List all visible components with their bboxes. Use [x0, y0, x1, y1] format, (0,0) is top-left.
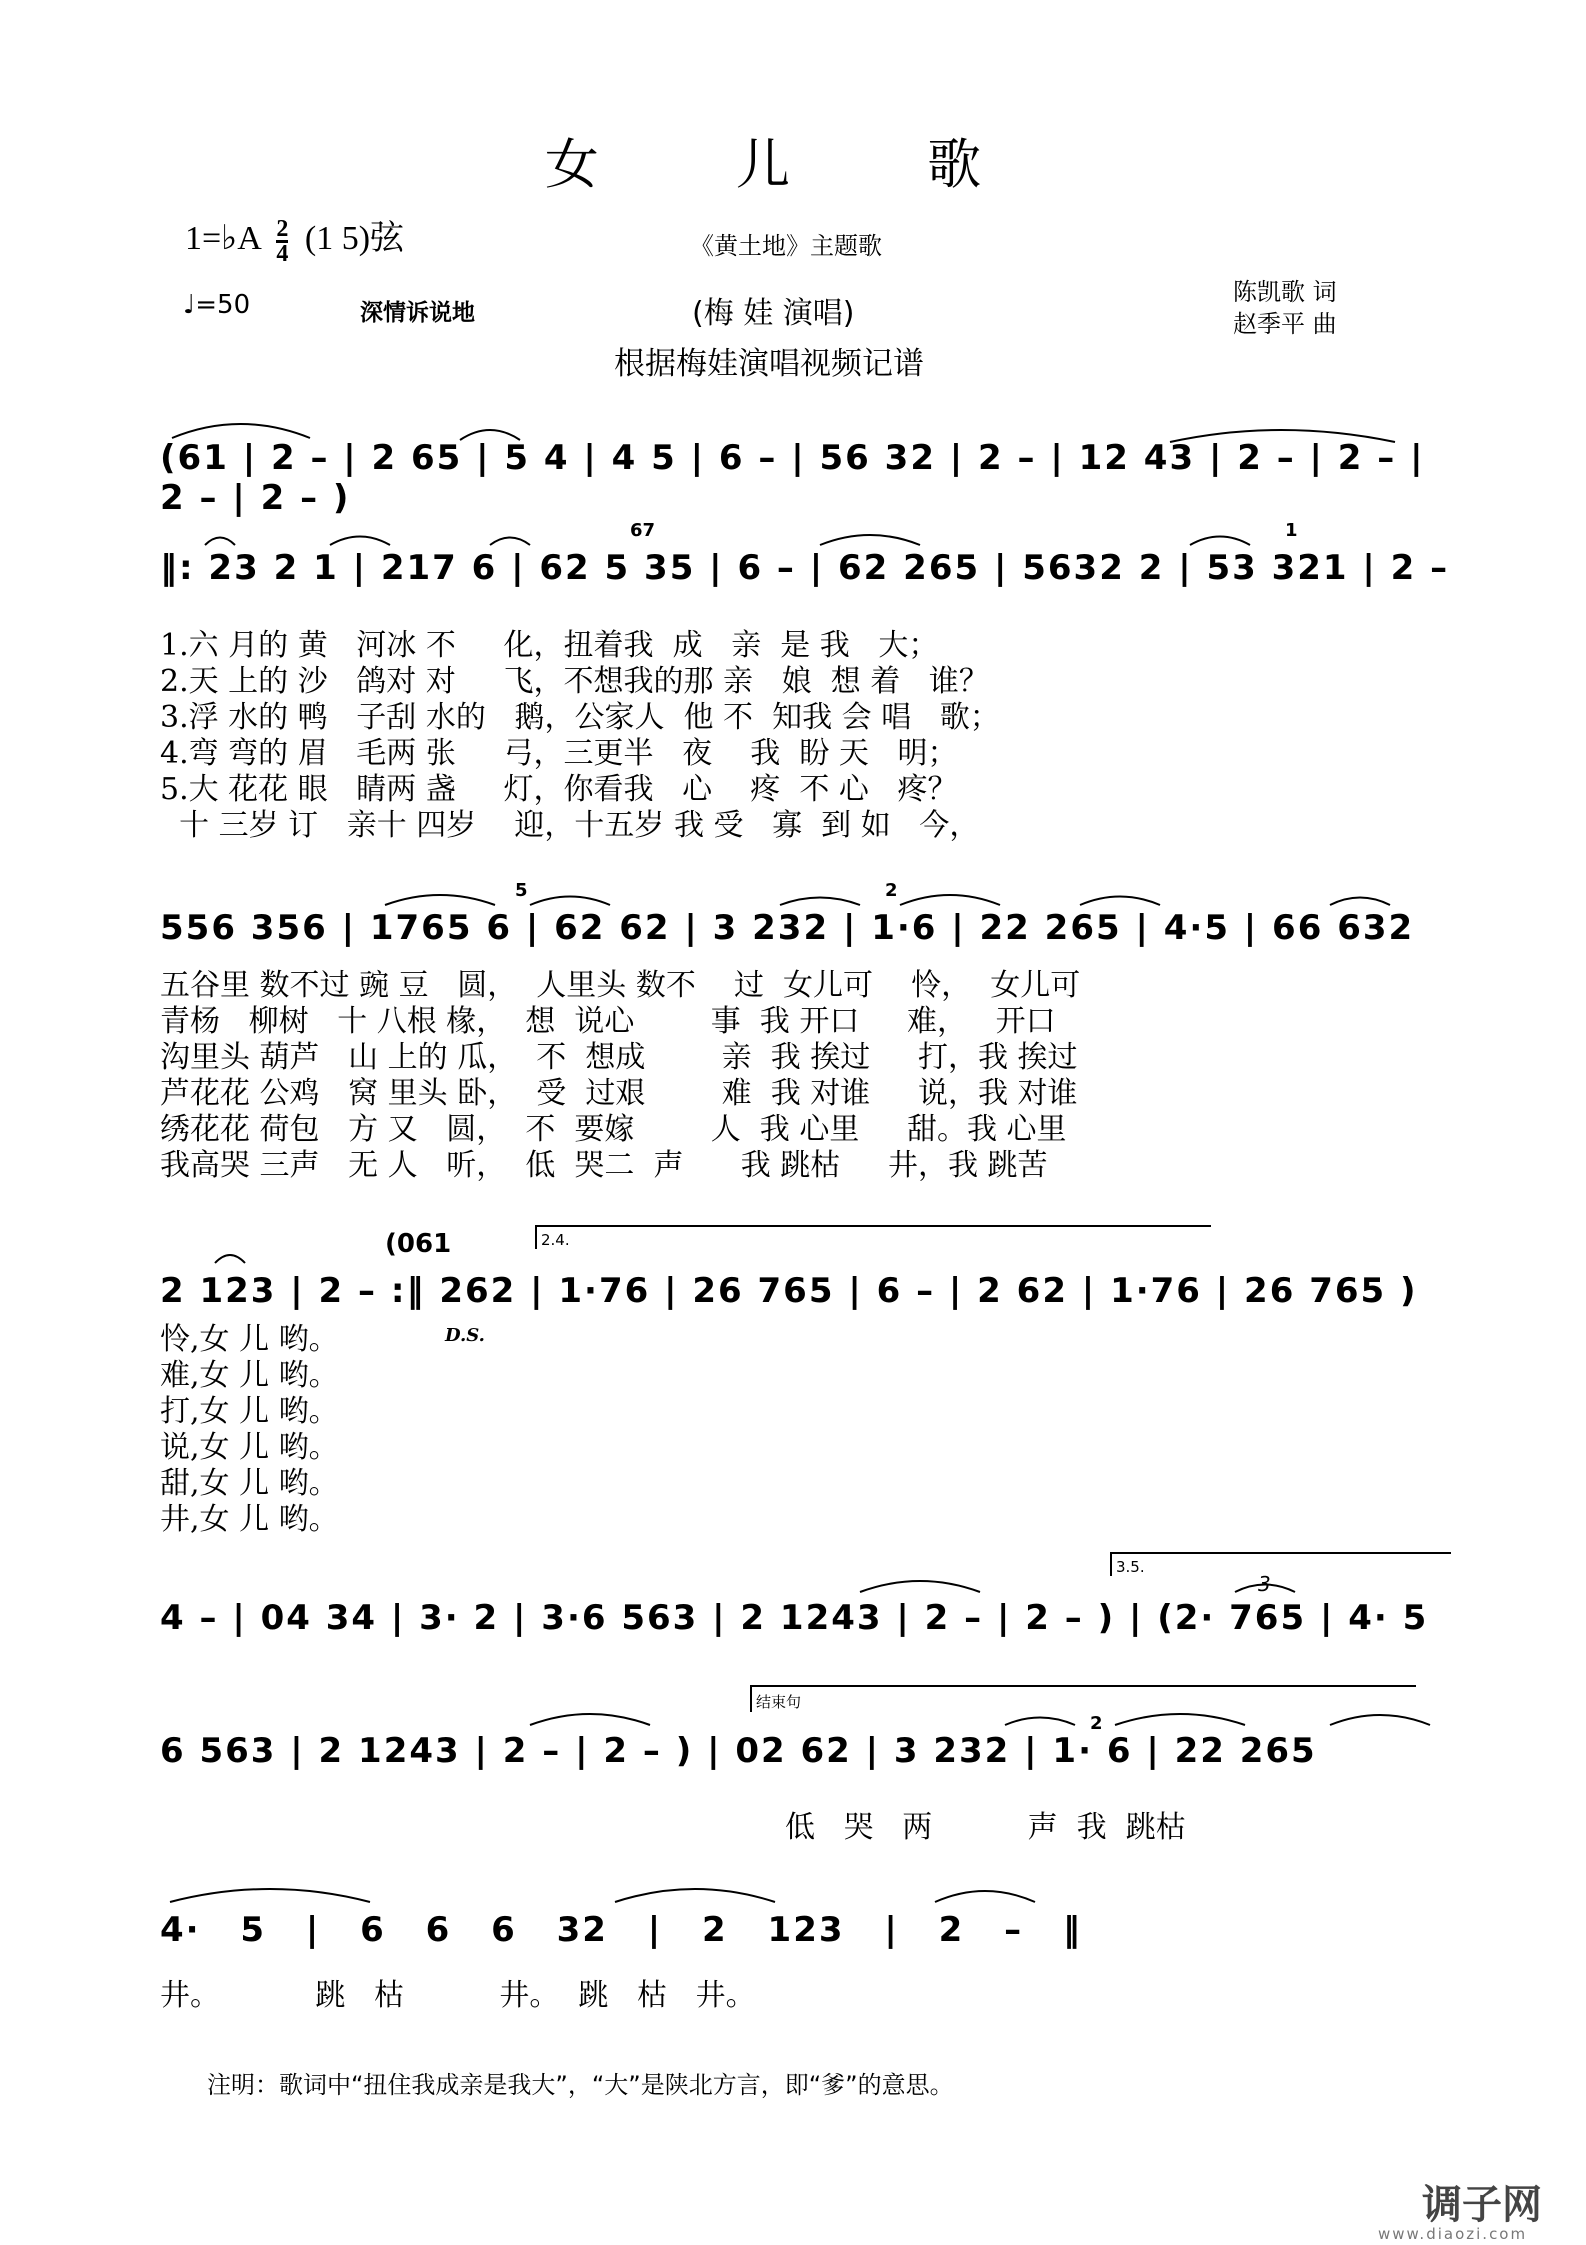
lyricist-credit: 陈凯歌 词	[1233, 278, 1337, 306]
key-prefix: 1=♭A	[185, 220, 260, 257]
credits	[1233, 276, 1337, 340]
lyric-line: 沟里头 葫芦 山 上的 瓜， 不 想成 亲 我 挨过 打，我 挨过	[160, 1040, 1078, 1075]
lyric-line: 5.大 花花 眼 睛两 盏 灯，你看我 心 疼 不 心 疼？	[160, 772, 958, 807]
lyric-line: 低 哭 两 声 我 跳枯	[785, 1810, 1186, 1845]
grace-note: 67	[630, 520, 656, 541]
key-signature	[185, 210, 404, 265]
first-ending-mark: 1	[1285, 520, 1298, 541]
footnote: 注明：歌词中“扭住我成亲是我大”，“大”是陕北方言，即“爹”的意思。	[207, 2071, 954, 2099]
lyric-line: 井,女 儿 哟。	[160, 1502, 339, 1537]
grace-note: 2	[1090, 1713, 1103, 1734]
staff-row-interlude	[160, 1552, 1450, 1638]
lyric-line: 绣花花 荷包 方 又 圆， 不 要嫁 人 我 心里 甜。我 心里	[160, 1112, 1067, 1147]
lyric-line: 4.弯 弯的 眉 毛两 张 弓，三更半 夜 我 盼 天 明；	[160, 736, 958, 771]
lyric-line: 难,女 儿 哟。	[160, 1358, 339, 1393]
lyric-line: 十 三岁 订 亲十 四岁 迎，十五岁 我 受 寡 到 如 今，	[160, 808, 980, 843]
lyric-line: 怜,女 儿 哟。	[160, 1322, 339, 1357]
lyric-line: 甜,女 儿 哟。	[160, 1466, 339, 1501]
notes-coda-a: 6 563 | 2 1243 | 2 – | 2 – ) | 02 62 | 3 232 | 1· 6 | 22 265	[160, 1731, 1317, 1771]
source-note: 根据梅娃演唱视频记谱	[614, 346, 924, 382]
pickup-notes: (061	[385, 1229, 452, 1259]
staff-row-coda-b	[160, 1870, 1450, 1950]
time-signature	[276, 215, 289, 267]
lyric-line: 说,女 儿 哟。	[160, 1430, 339, 1465]
watermark-brand: 调子网	[1422, 2182, 1542, 2228]
lyrics-verse-b	[160, 968, 1080, 1184]
lyric-line: 芦花花 公鸡 窝 里头 卧， 受 过艰 难 我 对谁 说，我 对谁	[160, 1076, 1078, 1111]
lyric-line: 我高哭 三声 无 人 听， 低 哭二 声 我 跳枯 井，我 跳苦	[160, 1148, 1048, 1183]
lyric-line: 井。 跳 枯 井。 跳 枯 井。	[160, 1978, 756, 2013]
notes-interlude: 4 – | 04 34 | 3· 2 | 3·6 563 | 2 1243 | 2 – | 2 – ) | (2· 765 | 4· 5	[160, 1598, 1429, 1638]
lyric-line: 2.天 上的 沙 鸽对 对 飞，不想我的那 亲 娘 想 着 谁？	[160, 664, 989, 699]
staff-row-intro	[160, 410, 1450, 518]
notes-verse-a: ‖: 23 2 1 | 217 6 | 62 5 35 | 6 – | 62 265 | 5632 2 | 53 321 | 2 –	[160, 548, 1450, 588]
subtitle: 《黄土地》主题歌	[690, 232, 882, 260]
grace-note: 2	[885, 880, 898, 901]
staff-row-coda-a	[160, 1685, 1450, 1771]
expression-marking: 深情诉说地	[360, 300, 475, 326]
lyric-line: 青杨 柳树 十 八根 椽， 想 说心 事 我 开口 难， 开口	[160, 1004, 1056, 1039]
composer-credit: 赵季平 曲	[1233, 310, 1337, 338]
notes-verse-c: 2 123 | 2 – :‖ 262 | 1·76 | 26 765 | 6 – | 2 62 | 1·76 | 26 765 )	[160, 1271, 1418, 1311]
tempo-marking: ♩=50	[183, 290, 251, 320]
song-title: 女 儿 歌	[544, 133, 1042, 196]
lyric-line: 1.六 月的 黄 河冰 不 化，扭着我 成 亲 是 我 大；	[160, 628, 939, 663]
time-numerator: 2	[276, 215, 289, 242]
notes-intro: (61 | 2 – | 2 65 | 5 4 | 4 5 | 6 – | 56 32 | 2 – | 12 43 | 2 – | 2 – | 2 – | 2 – )	[160, 438, 1425, 518]
lyric-line: 打,女 儿 哟。	[160, 1394, 339, 1429]
lyric-line: 3.浮 水的 鸭 子刮 水的 鹅，公家人 他 不 知我 会 唱 歌；	[160, 700, 1000, 735]
time-denominator: 4	[276, 240, 289, 267]
staff-row-verse-b	[160, 880, 1450, 950]
notes-coda-b: 4· 5 | 6 6 6 32 | 2 123 | 2 – ‖	[160, 1910, 1082, 1950]
coda-bracket: 结束句	[750, 1685, 1416, 1712]
triplet-mark: 3	[1258, 1572, 1271, 1596]
key-suffix: (1 5)弦	[304, 220, 405, 257]
grace-note: 5	[515, 880, 528, 901]
lyric-line: 五谷里 数不过 豌 豆 圆， 人里头 数不 过 女儿可 怜， 女儿可	[160, 968, 1081, 1003]
lyrics-verse-a	[160, 628, 1000, 844]
staff-row-verse-a	[160, 520, 1450, 590]
singer-credit: (梅 娃 演唱)	[692, 296, 855, 331]
notes-verse-b: 556 356 | 1765 6 | 62 62 | 3 232 | 1·6 | 22 265 | 4·5 | 66 632	[160, 908, 1415, 948]
ds-marking: D.S.	[445, 1325, 485, 1346]
lyrics-verse-c	[160, 1322, 339, 1538]
lyrics-coda-b	[160, 1978, 756, 2014]
lyrics-coda-a	[785, 1810, 1186, 1846]
volta-bracket: 2.4.	[535, 1225, 1211, 1249]
watermark-url: www.diaozi.com	[1378, 2225, 1528, 2243]
volta-bracket: 3.5.	[1110, 1552, 1451, 1576]
